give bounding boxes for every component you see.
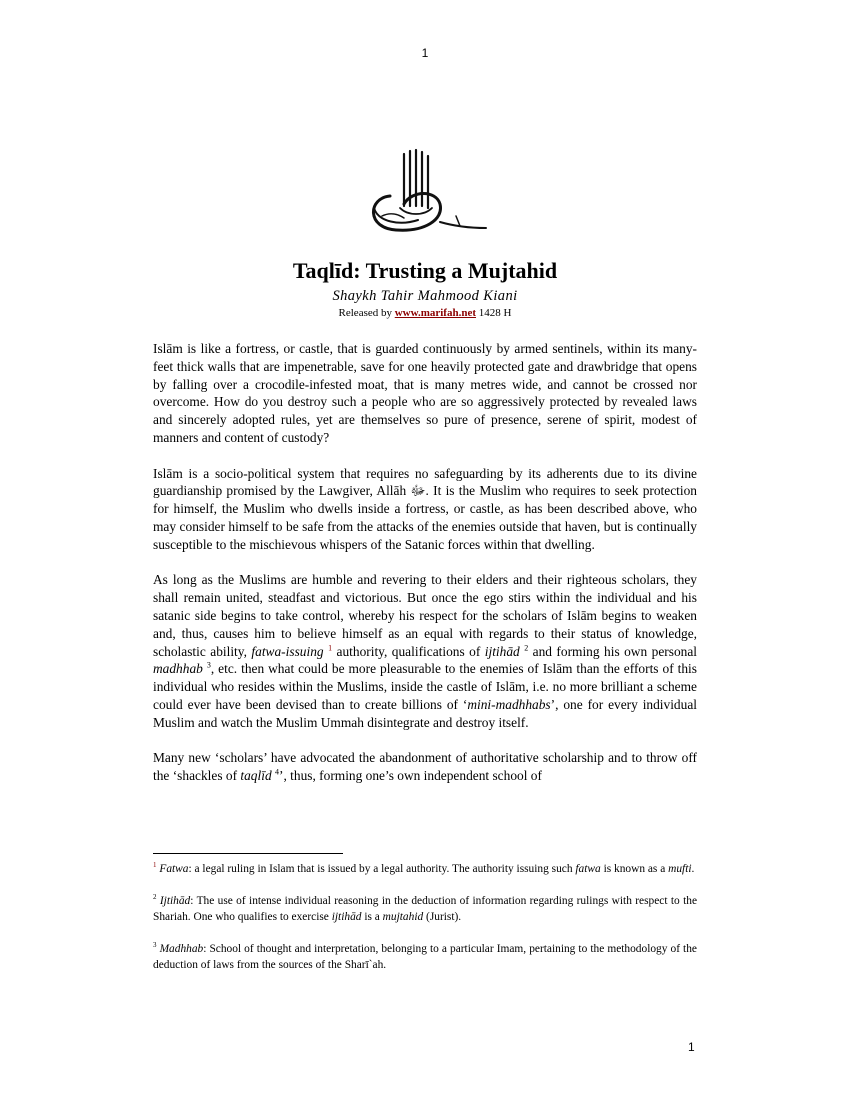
text-run: and forming his own personal	[528, 643, 697, 659]
footnote-term: fatwa	[575, 863, 601, 875]
release-prefix: Released by	[338, 307, 395, 319]
paragraph-1: Islām is like a fortress, or castle, that is guarded continuously by armed sentinels, within its many-feet thick walls that are impenetrable, save for one heavily protected gate and drawbridge that opens by falling over a crocodile-infested moat, that is many metres wide, and cannot be crossed nor overcome. How do you destroy such a people who are so aggressively protected by revealed laws and sincerely adopted rules, yet are themselves so pure of presence, serene of spirit, modest of manners and content of custody?	[153, 341, 697, 445]
footnote-term: ijtihād	[331, 911, 362, 923]
footnote-term: Madhhab	[159, 943, 204, 955]
footnote-ref-4[interactable]: 4	[275, 767, 279, 777]
footnote-ref-1[interactable]: 1	[328, 643, 333, 653]
term-mini-madhhabs: mini-madhhabs	[467, 696, 551, 712]
text-run: , etc. then what could be more pleasurable to the enemies of Islām than the efforts of this individual who resides within the Muslims, inside the castle of Islām, i.e. no more brilliant a scheme could ever have been devised than to create billions of ‘	[153, 661, 697, 712]
footnote-text: : a legal ruling in Islam that is issued by a legal authority. The authority issuing such	[188, 863, 576, 875]
text-run: ’, one for every individual Muslim and watch the Muslim Ummah disintegrate and destroy itself.	[153, 696, 697, 730]
footnote-3	[153, 941, 697, 973]
page-number-top: 1	[421, 46, 429, 60]
term-taqlid: taqlīd	[240, 768, 272, 784]
paragraph-4	[153, 749, 697, 785]
text-run: Many new ‘scholars’ have advocated the abandonment of authoritative scholarship and to throw off the ‘shackles of	[153, 750, 697, 784]
footnote-term: Ijtihād	[159, 895, 191, 907]
document-title: Taqlīd: Trusting a Mujtahid	[292, 258, 558, 283]
text-run: ’, thus, forming one’s own independent school of	[279, 768, 542, 784]
paragraph-3	[153, 571, 697, 731]
footnote-term: mufti	[668, 863, 692, 875]
footnote-2	[153, 893, 697, 925]
footnote-text: (Jurist).	[423, 911, 462, 923]
term-madhhab: madhhab	[153, 661, 203, 677]
footnote-ref-3[interactable]: 3	[206, 660, 211, 670]
footnote-separator	[153, 853, 343, 854]
footnote-text: is a	[361, 911, 383, 923]
body-text	[153, 340, 697, 785]
text-run: authority, qualifications of	[332, 643, 485, 659]
paragraph-2: Islām is a socio-political system that requires no safeguarding by its adherents due to its divine guardianship promised by the Lawgiver, Allāh ﷻ. It is the Muslim who requires to seek protection for himself, the Muslim who dwells inside a fortress, or castle, as has been described above, who may consider himself to be safe from the attacks of the enemies outside that haven, but is continually susceptible to the mischievous whispers of the Satanic forces within that dwelling.	[153, 465, 697, 552]
author-name: Shaykh Tahir Mahmood Kiani	[332, 288, 518, 304]
footnote-mark-3: 3	[153, 941, 157, 950]
footnote-term: mujtahid	[382, 911, 424, 923]
footnote-text: is known as a	[600, 863, 669, 875]
footnote-mark-2: 2	[153, 893, 157, 902]
allah-calligraphy-icon	[360, 146, 490, 236]
page-number-bottom: 1	[688, 1040, 695, 1054]
footnote-text: : The use of intense individual reasoning in the deduction of information regarding rulings with respect to the Shariah. One who qualifies to exercise	[153, 895, 697, 923]
footnote-text: : School of thought and interpretation, belonging to a particular Imam, pertaining to the methodology of the deduction of laws from the sources of the Sharī`ah.	[153, 943, 697, 971]
footnote-mark-1: 1	[153, 861, 157, 870]
footnote-text: .	[691, 863, 695, 875]
term-ijtihad: ijtihād	[484, 643, 520, 659]
release-suffix: 1428 H	[476, 307, 512, 319]
footnotes	[153, 861, 697, 989]
footnote-ref-2[interactable]: 2	[524, 643, 529, 653]
release-link[interactable]: www.marifah.net	[394, 307, 477, 319]
release-line	[0, 307, 850, 319]
text-run: As long as the Muslims are humble and revering to their elders and their righteous scholars, they shall remain united, steadfast and victorious. But once the ego stirs within the individual and his satanic side begins to take control, whereby his respect for the scholars of Islām begins to weaken and, thus, causes him to believe himself as an equal with regards to their status of knowledge, scholastic ability,	[153, 572, 697, 659]
footnote-term: Fatwa	[159, 863, 189, 875]
term-fatwa-issuing: fatwa-issuing	[251, 643, 324, 659]
footnote-1	[153, 861, 697, 877]
